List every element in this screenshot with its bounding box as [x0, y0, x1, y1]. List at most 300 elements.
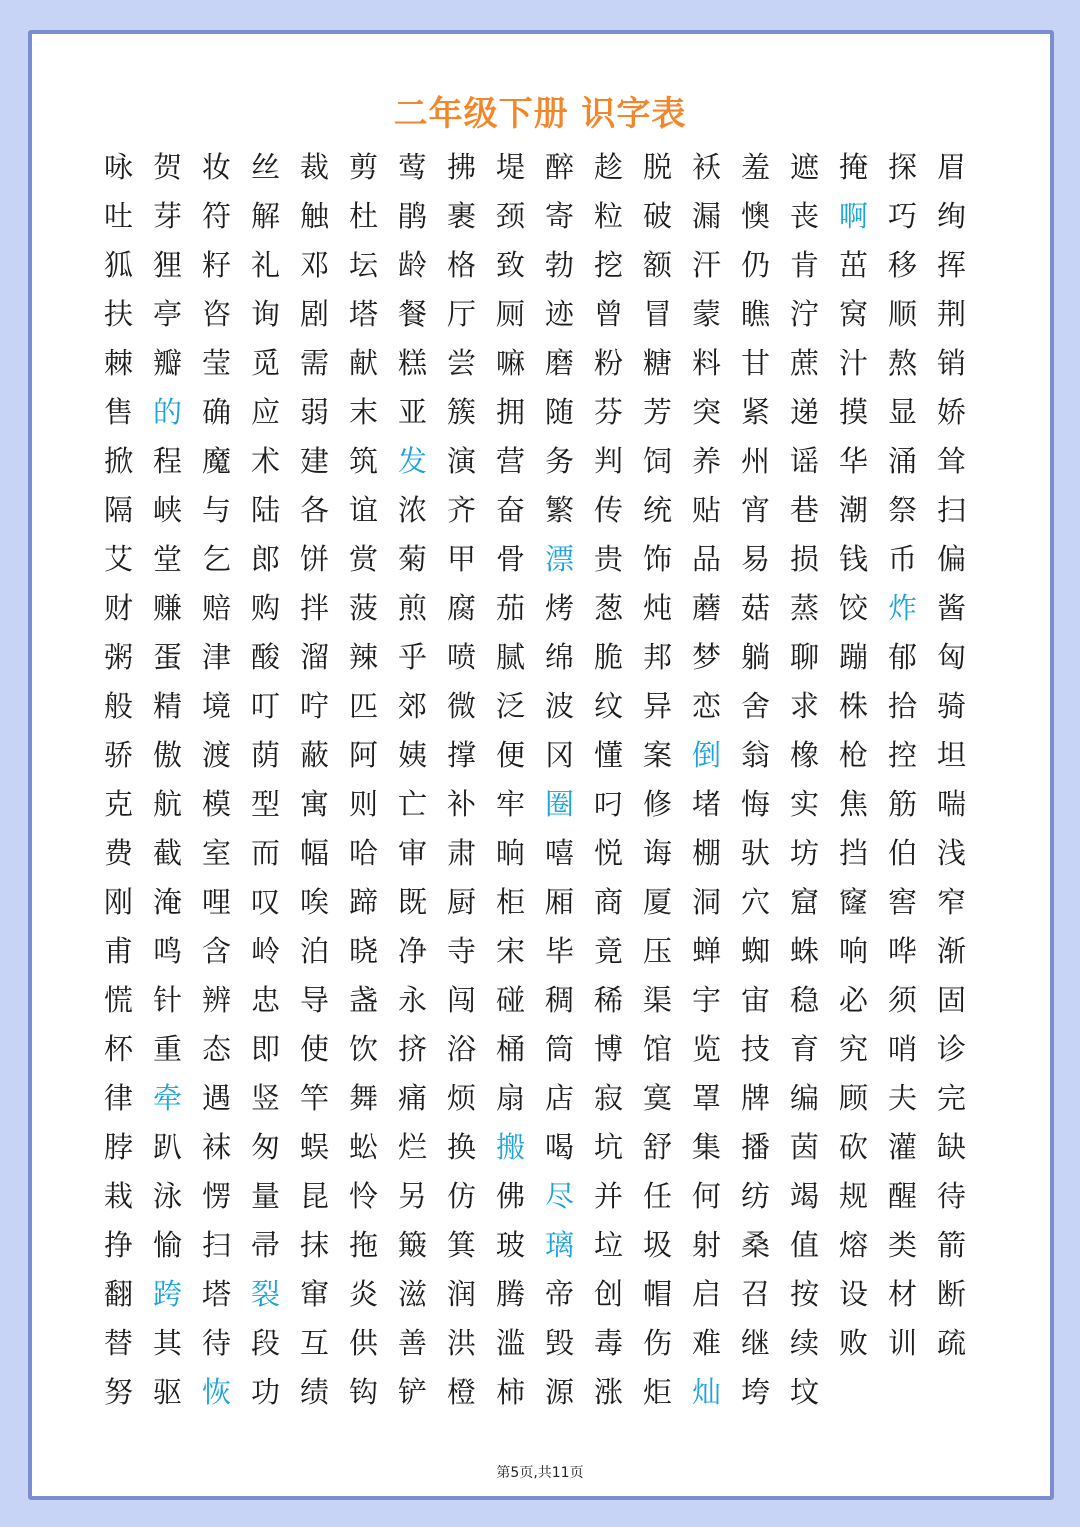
character-cell: 互	[299, 1326, 329, 1360]
character-cell: 州	[740, 444, 770, 478]
character-cell: 则	[348, 787, 378, 821]
character-cell: 柜	[495, 885, 525, 919]
character-cell: 毕	[544, 934, 574, 968]
character-cell: 悔	[740, 787, 770, 821]
character-cell: 滥	[495, 1326, 525, 1360]
character-cell: 嘛	[495, 346, 525, 380]
character-cell: 毁	[544, 1326, 574, 1360]
character-cell: 境	[201, 689, 231, 723]
character-cell: 突	[691, 395, 721, 429]
character-cell: 净	[397, 934, 427, 968]
character-cell: 粥	[103, 640, 133, 674]
character-cell: 怜	[348, 1179, 378, 1213]
character-cell: 聊	[789, 640, 819, 674]
character-cell: 驱	[152, 1375, 182, 1409]
character-cell: 厦	[642, 885, 672, 919]
character-cell: 陆	[250, 493, 280, 527]
character-cell: 蒸	[789, 591, 819, 625]
character-cell: 邓	[299, 248, 329, 282]
character-cell: 仿	[446, 1179, 476, 1213]
character-cell: 浴	[446, 1032, 476, 1066]
character-cell: 亚	[397, 395, 427, 429]
character-cell: 扶	[103, 297, 133, 331]
character-cell: 姨	[397, 738, 427, 772]
character-cell: 规	[838, 1179, 868, 1213]
character-cell: 辣	[348, 640, 378, 674]
character-cell: 需	[299, 346, 329, 380]
character-cell: 裁	[299, 150, 329, 184]
character-cell: 偏	[936, 542, 966, 576]
character-cell: 冒	[642, 297, 672, 331]
character-cell: 润	[446, 1277, 476, 1311]
character-cell: 粒	[593, 199, 623, 233]
character-cell: 鹃	[397, 199, 427, 233]
character-cell: 甲	[446, 542, 476, 576]
character-cell: 压	[642, 934, 672, 968]
character-cell: 匆	[250, 1130, 280, 1164]
character-cell: 航	[152, 787, 182, 821]
character-cell: 辨	[201, 983, 231, 1017]
character-cell: 何	[691, 1179, 721, 1213]
character-cell: 涌	[887, 444, 917, 478]
character-cell: 腻	[495, 640, 525, 674]
character-cell: 伯	[887, 836, 917, 870]
character-cell: 坦	[936, 738, 966, 772]
character-cell: 技	[740, 1032, 770, 1066]
character-cell: 任	[642, 1179, 672, 1213]
character-cell: 帝	[544, 1277, 574, 1311]
character-cell: 痛	[397, 1081, 427, 1115]
character-cell: 克	[103, 787, 133, 821]
character-cell: 厢	[544, 885, 574, 919]
character-cell: 竿	[299, 1081, 329, 1115]
character-cell: 显	[887, 395, 917, 429]
character-cell: 竖	[250, 1081, 280, 1115]
character-cell: 训	[887, 1326, 917, 1360]
character-cell: 蔽	[299, 738, 329, 772]
character-cell: 寺	[446, 934, 476, 968]
character-cell: 判	[593, 444, 623, 478]
character-cell: 泳	[152, 1179, 182, 1213]
character-cell: 咛	[299, 689, 329, 723]
character-cell: 饼	[299, 542, 329, 576]
character-cell: 饲	[642, 444, 672, 478]
character-cell: 晓	[348, 934, 378, 968]
character-cell: 功	[250, 1375, 280, 1409]
character-cell: 播	[740, 1130, 770, 1164]
character-cell: 寂	[593, 1081, 623, 1115]
character-cell: 蜘	[740, 934, 770, 968]
character-cell: 败	[838, 1326, 868, 1360]
character-cell: 莹	[201, 346, 231, 380]
character-cell: 宋	[495, 934, 525, 968]
character-cell: 拥	[495, 395, 525, 429]
character-cell: 溜	[299, 640, 329, 674]
character-cell: 永	[397, 983, 427, 1017]
character-cell: 荆	[936, 297, 966, 331]
character-cell: 棚	[691, 836, 721, 870]
character-cell: 撑	[446, 738, 476, 772]
character-cell: 骄	[103, 738, 133, 772]
character-cell: 窟	[789, 885, 819, 919]
character-cell: 顺	[887, 297, 917, 331]
character-cell: 晌	[495, 836, 525, 870]
character-cell: 竭	[789, 1179, 819, 1213]
character-cell: 羞	[740, 150, 770, 184]
character-cell: 瓣	[152, 346, 182, 380]
character-cell: 紧	[740, 395, 770, 429]
character-cell: 忠	[250, 983, 280, 1017]
character-cell: 挥	[936, 248, 966, 282]
character-cell: 觅	[250, 346, 280, 380]
character-cell: 波	[544, 689, 574, 723]
character-cell: 替	[103, 1326, 133, 1360]
character-cell: 龄	[397, 248, 427, 282]
character-cell: 涨	[593, 1375, 623, 1409]
character-cell: 颈	[495, 199, 525, 233]
character-cell: 吐	[103, 199, 133, 233]
character-cell: 箭	[936, 1228, 966, 1262]
character-cell: 哨	[887, 1032, 917, 1066]
character-cell: 橙	[446, 1375, 476, 1409]
character-cell: 腐	[446, 591, 476, 625]
character-cell: 堵	[691, 787, 721, 821]
character-cell: 拾	[887, 689, 917, 723]
character-cell: 甫	[103, 934, 133, 968]
character-cell: 岭	[250, 934, 280, 968]
character-cell: 剧	[299, 297, 329, 331]
character-cell: 尽	[544, 1179, 574, 1213]
character-cell: 幅	[299, 836, 329, 870]
character-cell: 贺	[152, 150, 182, 184]
character-cell: 钱	[838, 542, 868, 576]
character-cell: 塔	[348, 297, 378, 331]
character-cell: 脱	[642, 150, 672, 184]
character-cell: 牌	[740, 1081, 770, 1115]
character-cell: 努	[103, 1375, 133, 1409]
character-cell: 控	[887, 738, 917, 772]
character-cell: 另	[397, 1179, 427, 1213]
character-cell: 坊	[789, 836, 819, 870]
character-cell: 圈	[544, 787, 574, 821]
character-cell: 橡	[789, 738, 819, 772]
character-cell: 挤	[397, 1032, 427, 1066]
character-cell: 堂	[152, 542, 182, 576]
character-cell: 破	[642, 199, 672, 233]
character-cell: 巧	[887, 199, 917, 233]
character-cell: 厨	[446, 885, 476, 919]
character-cell: 谣	[789, 444, 819, 478]
character-cell: 精	[152, 689, 182, 723]
character-cell: 抹	[299, 1228, 329, 1262]
character-cell: 蛋	[152, 640, 182, 674]
character-cell: 昆	[299, 1179, 329, 1213]
character-cell: 砍	[838, 1130, 868, 1164]
character-cell: 舍	[740, 689, 770, 723]
character-cell: 泛	[495, 689, 525, 723]
character-cell: 窄	[936, 885, 966, 919]
character-cell: 含	[201, 934, 231, 968]
character-cell: 脆	[593, 640, 623, 674]
character-cell: 启	[691, 1277, 721, 1311]
character-cell: 微	[446, 689, 476, 723]
character-cell: 品	[691, 542, 721, 576]
character-cell: 叮	[250, 689, 280, 723]
character-cell: 室	[201, 836, 231, 870]
character-cell: 菠	[348, 591, 378, 625]
character-cell: 厅	[446, 297, 476, 331]
character-cell: 段	[250, 1326, 280, 1360]
character-cell: 泊	[299, 934, 329, 968]
character-cell: 菇	[740, 591, 770, 625]
character-cell: 弱	[299, 395, 329, 429]
character-cell: 唉	[299, 885, 329, 919]
character-cell: 递	[789, 395, 819, 429]
character-cell: 渐	[936, 934, 966, 968]
character-cell: 餐	[397, 297, 427, 331]
character-cell: 驮	[740, 836, 770, 870]
character-cell: 按	[789, 1277, 819, 1311]
character-cell: 饮	[348, 1032, 378, 1066]
character-cell: 编	[789, 1081, 819, 1115]
character-cell: 务	[544, 444, 574, 478]
character-cell: 绵	[544, 640, 574, 674]
character-cell: 类	[887, 1228, 917, 1262]
character-cell: 铲	[397, 1375, 427, 1409]
character-cell: 求	[789, 689, 819, 723]
character-cell: 冈	[544, 738, 574, 772]
character-cell: 稠	[544, 983, 574, 1017]
character-cell: 态	[201, 1032, 231, 1066]
character-cell: 遮	[789, 150, 819, 184]
character-cell: 袜	[201, 1130, 231, 1164]
character-cell: 拖	[348, 1228, 378, 1262]
character-cell: 栽	[103, 1179, 133, 1213]
character-cell: 裹	[446, 199, 476, 233]
character-cell: 懂	[593, 738, 623, 772]
character-cell: 醉	[544, 150, 574, 184]
character-cell: 毒	[593, 1326, 623, 1360]
character-cell: 案	[642, 738, 672, 772]
character-cell: 响	[838, 934, 868, 968]
character-cell: 诊	[936, 1032, 966, 1066]
character-cell: 筑	[348, 444, 378, 478]
character-cell: 饰	[642, 542, 672, 576]
character-cell: 牵	[152, 1081, 182, 1115]
character-cell: 蝉	[691, 934, 721, 968]
character-cell: 疏	[936, 1326, 966, 1360]
character-cell: 闯	[446, 983, 476, 1017]
character-cell: 继	[740, 1326, 770, 1360]
character-cell: 饺	[838, 591, 868, 625]
character-cell: 完	[936, 1081, 966, 1115]
character-cell: 实	[789, 787, 819, 821]
character-cell: 芳	[642, 395, 672, 429]
character-cell: 华	[838, 444, 868, 478]
character-cell: 喘	[936, 787, 966, 821]
character-cell: 茁	[838, 248, 868, 282]
character-cell: 魔	[201, 444, 231, 478]
character-cell: 叹	[250, 885, 280, 919]
character-cell: 育	[789, 1032, 819, 1066]
character-cell: 郁	[887, 640, 917, 674]
character-cell: 懊	[740, 199, 770, 233]
character-cell: 便	[495, 738, 525, 772]
character-cell: 舒	[642, 1130, 672, 1164]
character-cell: 型	[250, 787, 280, 821]
character-cell: 穴	[740, 885, 770, 919]
character-cell: 扇	[495, 1081, 525, 1115]
character-cell: 确	[201, 395, 231, 429]
character-cell: 桑	[740, 1228, 770, 1262]
character-cell: 淹	[152, 885, 182, 919]
character-cell: 断	[936, 1277, 966, 1311]
character-cell: 津	[201, 640, 231, 674]
character-cell: 株	[838, 689, 868, 723]
character-cell: 窜	[299, 1277, 329, 1311]
character-cell: 设	[838, 1277, 868, 1311]
character-cell: 炎	[348, 1277, 378, 1311]
character-cell: 舞	[348, 1081, 378, 1115]
character-cell: 重	[152, 1032, 182, 1066]
character-cell: 酱	[936, 591, 966, 625]
character-cell: 茄	[495, 591, 525, 625]
character-cell: 茵	[789, 1130, 819, 1164]
character-cell: 峡	[152, 493, 182, 527]
character-cell: 跨	[152, 1277, 182, 1311]
character-cell: 祭	[887, 493, 917, 527]
character-cell: 烤	[544, 591, 574, 625]
character-cell: 袄	[691, 150, 721, 184]
character-cell: 传	[593, 493, 623, 527]
character-cell: 狐	[103, 248, 133, 282]
character-cell: 渠	[642, 983, 672, 1017]
character-cell: 而	[250, 836, 280, 870]
character-cell: 演	[446, 444, 476, 478]
character-cell: 宵	[740, 493, 770, 527]
character-cell: 郊	[397, 689, 427, 723]
character-cell: 养	[691, 444, 721, 478]
character-cell: 纹	[593, 689, 623, 723]
character-cell: 柿	[495, 1375, 525, 1409]
character-cell: 符	[201, 199, 231, 233]
character-cell: 格	[446, 248, 476, 282]
character-cell: 固	[936, 983, 966, 1017]
character-cell: 巷	[789, 493, 819, 527]
character-cell: 骨	[495, 542, 525, 576]
character-cell: 易	[740, 542, 770, 576]
character-cell: 仍	[740, 248, 770, 282]
character-cell: 滋	[397, 1277, 427, 1311]
character-cell: 使	[299, 1032, 329, 1066]
character-cell: 瞧	[740, 297, 770, 331]
character-cell: 汁	[838, 346, 868, 380]
character-cell: 丝	[250, 150, 280, 184]
character-cell: 末	[348, 395, 378, 429]
character-cell: 程	[152, 444, 182, 478]
character-cell: 耸	[936, 444, 966, 478]
character-cell: 换	[446, 1130, 476, 1164]
character-cell: 杜	[348, 199, 378, 233]
character-cell: 须	[887, 983, 917, 1017]
character-cell: 创	[593, 1277, 623, 1311]
character-cell: 发	[397, 444, 427, 478]
character-cell: 悦	[593, 836, 623, 870]
character-cell: 帚	[250, 1228, 280, 1262]
character-cell: 棘	[103, 346, 133, 380]
character-cell: 善	[397, 1326, 427, 1360]
character-cell: 销	[936, 346, 966, 380]
character-cell: 妆	[201, 150, 231, 184]
character-cell: 娇	[936, 395, 966, 429]
character-cell: 挣	[103, 1228, 133, 1262]
character-cell: 洪	[446, 1326, 476, 1360]
character-cell: 伤	[642, 1326, 672, 1360]
character-cell: 既	[397, 885, 427, 919]
character-cell: 籽	[201, 248, 231, 282]
character-cell: 异	[642, 689, 672, 723]
character-cell: 店	[544, 1081, 574, 1115]
character-cell: 审	[397, 836, 427, 870]
character-cell: 簇	[446, 395, 476, 429]
character-cell: 泞	[789, 297, 819, 331]
character-cell: 愉	[152, 1228, 182, 1262]
character-cell: 躺	[740, 640, 770, 674]
character-cell: 挖	[593, 248, 623, 282]
character-cell: 绚	[936, 199, 966, 233]
character-cell: 枪	[838, 738, 868, 772]
character-cell: 扫	[201, 1228, 231, 1262]
character-cell: 亭	[152, 297, 182, 331]
character-cell: 坟	[789, 1375, 819, 1409]
character-cell: 菊	[397, 542, 427, 576]
character-cell: 璃	[544, 1228, 574, 1262]
character-cell: 营	[495, 444, 525, 478]
character-cell: 纺	[740, 1179, 770, 1213]
character-cell: 圾	[642, 1228, 672, 1262]
character-cell: 煎	[397, 591, 427, 625]
character-cell: 蔗	[789, 346, 819, 380]
character-cell: 烂	[397, 1130, 427, 1164]
page-footer: 第5页,共11页	[496, 1465, 584, 1481]
character-cell: 的	[152, 395, 182, 429]
character-cell: 窿	[838, 885, 868, 919]
character-cell: 与	[201, 493, 231, 527]
character-cell: 额	[642, 248, 672, 282]
character-cell: 傲	[152, 738, 182, 772]
character-cell: 览	[691, 1032, 721, 1066]
character-cell: 哗	[887, 934, 917, 968]
character-cell: 窝	[838, 297, 868, 331]
character-cell: 蚣	[348, 1130, 378, 1164]
character-cell: 哈	[348, 836, 378, 870]
character-cell: 厕	[495, 297, 525, 331]
character-cell: 谊	[348, 493, 378, 527]
character-cell: 鸣	[152, 934, 182, 968]
character-cell: 叼	[593, 787, 623, 821]
character-cell: 熬	[887, 346, 917, 380]
character-cell: 移	[887, 248, 917, 282]
character-cell: 统	[642, 493, 672, 527]
character-cell: 桶	[495, 1032, 525, 1066]
character-cell: 遇	[201, 1081, 231, 1115]
character-cell: 哩	[201, 885, 231, 919]
character-cell: 探	[887, 150, 917, 184]
character-cell: 律	[103, 1081, 133, 1115]
character-grid	[94, 143, 976, 1417]
character-cell: 赚	[152, 591, 182, 625]
character-cell: 拌	[299, 591, 329, 625]
